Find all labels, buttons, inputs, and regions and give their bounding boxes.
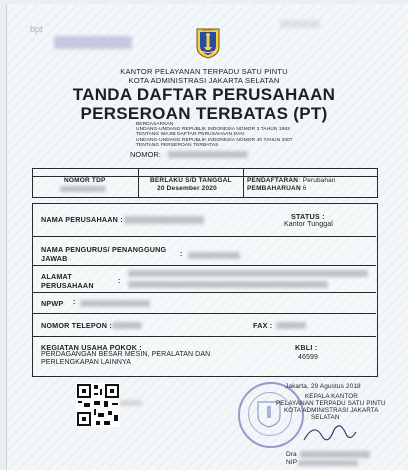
status-value: Kantor Tunggal (284, 221, 333, 228)
row-divider (32, 336, 376, 337)
signer-title-3: KOTA ADMINISTRASI JAKARTA (284, 407, 379, 414)
office-line-1: KANTOR PELAYANAN TERPADU SATU PINTU (120, 67, 288, 76)
pendaftaran-label: PENDAFTARAN (247, 177, 299, 184)
basis-line: BERDASARKAN (136, 122, 174, 127)
basis-line: UNDANG-UNDANG REPUBLIK INDONESIA NOMOR 40 TAHUN 2007 (136, 137, 293, 143)
redacted-top (54, 36, 132, 49)
signer-title-1: KEPALA KANTOR (305, 393, 358, 400)
redacted-top-right (280, 20, 320, 28)
pendaftaran-value: : Perubahan (299, 177, 336, 184)
nomor-tdp-label: NOMOR TDP (64, 177, 106, 184)
alamat-label: ALAMAT (41, 272, 73, 281)
redacted-nomor (168, 151, 248, 158)
qr-code-icon (76, 383, 120, 427)
kbli-label: KBLI : (295, 343, 318, 352)
legal-basis (136, 122, 316, 148)
seal-label: JAKARTA (201, 28, 215, 32)
redacted-npwp (80, 300, 150, 307)
pengurus-colon: : (180, 251, 183, 258)
top-table-divider (138, 168, 139, 198)
pengurus-label: NAMA PENGURUS/ PENANGGUNG (41, 245, 167, 254)
npwp-colon: : (73, 299, 76, 306)
fax-label: FAX : (253, 321, 273, 330)
place-date: Jakarta, 29 Agustus 2018 (285, 383, 361, 390)
npwp-label: NPWP (41, 299, 64, 308)
signer-name-prefix: Dra (286, 451, 297, 458)
title-line-2: PERSEROAN TERBATAS (PT) (80, 104, 328, 123)
handwritten-signature-icon (300, 420, 360, 448)
pengurus-label-2: JAWAB (41, 254, 68, 263)
pembaharuan-value: : 6 (299, 185, 307, 192)
row-divider (32, 265, 376, 266)
row-divider (32, 236, 376, 237)
nip-label: NIP (286, 459, 298, 466)
redacted-signer-name (300, 451, 370, 458)
redacted-nip (298, 460, 358, 466)
berlaku-label: BERLAKU S/D TANGGAL (150, 177, 232, 184)
alamat-label-2: PERUSAHAAN (41, 281, 94, 290)
signer-title-4: SELATAN (311, 414, 340, 421)
redacted-telepon (112, 322, 142, 329)
nomor-label: NOMOR: (130, 150, 161, 159)
row-divider (32, 313, 376, 314)
redacted-tdp (60, 186, 106, 192)
status-label: STATUS : (291, 212, 325, 221)
kegiatan-value-2: PERLENGKAPAN LAINNYA (41, 359, 132, 366)
redacted-alamat-1 (128, 270, 368, 277)
basis-line: TENTANG PERSEROAN TERBATAS (136, 142, 219, 148)
kbli-value: 46599 (298, 354, 318, 361)
alamat-colon: : (118, 278, 121, 285)
kegiatan-label: KEGIATAN USAHA POKOK : (41, 343, 142, 352)
row-divider (32, 292, 376, 293)
corner-text: bpt (30, 24, 43, 34)
signer-title-2: PELAYANAN TERPADU SATU PINTU (276, 400, 386, 407)
top-table-divider (243, 168, 244, 198)
redacted-qr-side (120, 400, 142, 406)
kegiatan-value-1: PERDAGANGAN BESAR MESIN, PERALATAN DAN (41, 351, 211, 358)
telepon-label: NOMOR TELEPON : (41, 321, 112, 330)
title-line-1: TANDA DAFTAR PERUSAHAAN (72, 85, 336, 104)
redacted-alamat-2 (128, 281, 328, 288)
basis-line: UNDANG-UNDANG REPUBLIK INDONESIA NOMOR 3 TAHUN 1982 (136, 127, 290, 133)
office-line-2: KOTA ADMINISTRASI JAKARTA SELATAN (128, 76, 280, 85)
nama-perusahaan-label: NAMA PERUSAHAAN : (41, 215, 123, 224)
redacted-nama (124, 216, 204, 224)
redacted-pengurus (188, 252, 240, 259)
redacted-fax (276, 322, 306, 329)
basis-line: TENTANG WAJIB DAFTAR PERUSAHAAN DAN (136, 132, 244, 138)
berlaku-value: 20 Desember 2020 (157, 185, 217, 192)
pembaharuan-label: PEMBAHARUAN (247, 185, 301, 192)
